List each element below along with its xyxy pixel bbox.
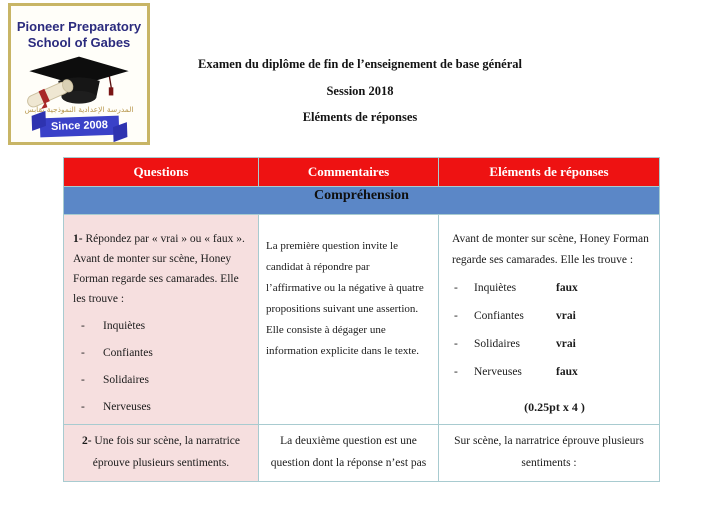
table-header-row [64,158,660,187]
question-1-cell [64,215,259,425]
column-header-elements: Eléments de réponses [439,158,660,187]
section-row [64,187,660,215]
answer-item: - Nerveuses faux [452,362,657,383]
reponse-1-cell [439,215,660,425]
exam-subtitle: Eléments de réponses [302,110,418,124]
list-item: - Nerveuses [73,397,256,417]
school-name-arabic: المدرسة الإعدادية النموذجية بقابس [24,105,134,114]
reponse-1-intro: Avant de monter sur scène, Honey Forman regarde ses camarades. Elle les trouve : [452,233,649,266]
column-header-questions: Questions [64,158,259,187]
question-2-text: Une fois sur scène, la narratrice éprouve plusieurs sentiments. [92,435,241,469]
answer-key-table [63,157,660,482]
section-title: Compréhension [64,187,660,215]
answer-item: - Confiantes vrai [452,306,657,327]
question-1-text: 1- Répondez par « vrai » ou « faux ». Avant de monter sur scène, Honey Forman regarde ses camarades. Elle les trouve : [73,233,245,305]
commentaire-2-text: La deuxième question est une question dont la réponse n’est pas [270,435,427,469]
commentaire-1-text: La première question invite le candidat à répondre par l’affirmative ou la négative à quatre propositions suivant une assertion. Elle consiste à dégager une information explicite dans le texte. [266,240,424,357]
question-1-number: 1- [73,233,83,245]
question-2-number: 2- [81,435,92,447]
table-row [64,215,660,425]
answer-item: - Inquiètes faux [452,278,657,299]
exam-title: Examen du diplôme de fin de l’enseignement de base général [198,57,522,71]
commentaire-2-cell [259,425,439,482]
commentaire-1-cell [259,215,439,425]
list-item: - Inquiètes [73,316,256,336]
document-header [0,57,720,125]
reponse-2-text: Sur scène, la narratrice éprouve plusieurs sentiments : [454,435,644,469]
exam-session: Session 2018 [326,84,394,98]
question-2-cell [64,425,259,482]
reponse-1-answers [452,278,657,383]
list-item: - Solidaires [73,370,256,390]
school-name: Pioneer Preparatory School of Gabes [16,19,142,50]
reponse-2-cell [439,425,660,482]
table-row [64,425,660,482]
list-item: - Confiantes [73,343,256,363]
question-1-options [73,316,256,417]
points-note: (0.25pt x 4 ) [524,400,585,414]
column-header-commentaires: Commentaires [259,158,439,187]
since-badge: Since 2008 [39,116,118,138]
answer-item: - Solidaires vrai [452,334,657,355]
